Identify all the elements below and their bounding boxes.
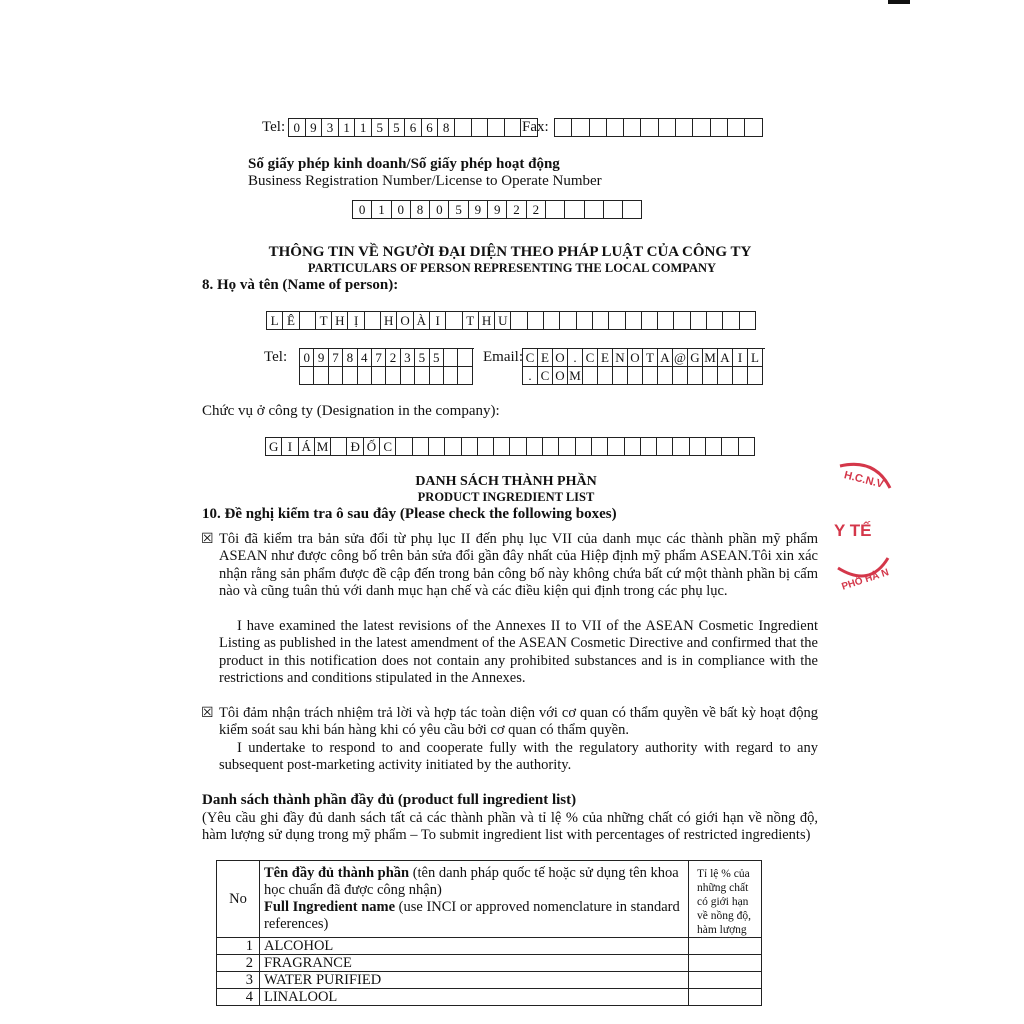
char-cell[interactable]: E: [538, 349, 553, 367]
char-cell[interactable]: 8: [438, 119, 455, 137]
char-cell[interactable]: 0: [430, 201, 449, 219]
char-cell[interactable]: [623, 201, 642, 219]
char-cell[interactable]: C: [380, 438, 396, 456]
checkbox1-text-en: I have examined the latest revisions of the Annexes II to VII of the ASEAN Cosmetic Ingredient Listing as published in the latest amendment of the ASEAN Cosmetic Directive and confirmed that the product in this notification does not contain any prohibited substances and is in compliance with the restrictions and conditions stipulated in the Annexes.: [219, 618, 818, 686]
char-cell[interactable]: [396, 438, 412, 456]
char-cell[interactable]: [607, 119, 624, 137]
cell-name: FRAGRANCE: [260, 955, 689, 972]
char-cell[interactable]: C: [538, 367, 553, 385]
representative-heading-vi: THÔNG TIN VỀ NGƯỜI ĐẠI DIỆN THEO PHÁP LUẬT CỦA CÔNG TY: [268, 244, 752, 260]
char-cell[interactable]: C: [583, 349, 598, 367]
char-cell[interactable]: [733, 367, 748, 385]
char-cell[interactable]: Đ: [347, 438, 363, 456]
char-cell[interactable]: [739, 438, 755, 456]
char-cell[interactable]: [510, 438, 526, 456]
char-cell[interactable]: [343, 367, 357, 385]
char-cell[interactable]: [641, 119, 658, 137]
char-cell[interactable]: [358, 367, 372, 385]
char-cell[interactable]: [314, 367, 328, 385]
char-cell[interactable]: [528, 312, 544, 330]
char-cell[interactable]: 8: [343, 349, 357, 367]
char-cell[interactable]: [372, 367, 386, 385]
char-cell[interactable]: [511, 312, 527, 330]
char-cell[interactable]: [413, 438, 429, 456]
char-cell[interactable]: [598, 367, 613, 385]
col-header-name: [260, 861, 689, 938]
char-cell[interactable]: 2: [527, 201, 546, 219]
char-cell[interactable]: [555, 119, 572, 137]
company-tel-label: Tel:: [262, 119, 286, 135]
cell-pct: [689, 955, 762, 972]
table-header-row: [217, 861, 762, 938]
char-cell[interactable]: [590, 119, 607, 137]
license-title-en: Business Registration Number/License to Operate Number: [248, 173, 602, 189]
char-cell[interactable]: [592, 438, 608, 456]
char-cell[interactable]: I: [430, 312, 446, 330]
col-header-pct: Tỉ lệ % của những chất có giới hạn về nồng độ, hàm lượng: [689, 861, 762, 938]
ingredient-heading-vi: DANH SÁCH THÀNH PHẦN: [415, 474, 597, 489]
char-cell[interactable]: [585, 201, 604, 219]
char-cell[interactable]: O: [553, 349, 568, 367]
char-cell[interactable]: N: [613, 349, 628, 367]
full-list-note: (Yêu cầu ghi đầy đủ danh sách tất cả các thành phần và tỉ lệ % của những chất có giới hạn về nồng độ, hàm lượng sử dụng trong mỹ phẩm – To submit ingredient list with percentages of restricted ingredients): [202, 810, 818, 844]
char-cell[interactable]: [608, 438, 624, 456]
char-cell[interactable]: [527, 438, 543, 456]
char-cell[interactable]: L: [748, 349, 763, 367]
char-cell[interactable]: 5: [449, 201, 468, 219]
char-cell[interactable]: I: [282, 438, 298, 456]
license-number-grid[interactable]: [352, 200, 642, 219]
cell-no: 1: [217, 938, 260, 955]
char-cell[interactable]: 9: [488, 201, 507, 219]
official-stamp: [830, 458, 920, 608]
stamp-line2: Y TẾ: [834, 521, 872, 540]
char-cell[interactable]: [707, 312, 723, 330]
cell-pct: [689, 938, 762, 955]
char-cell[interactable]: L: [267, 312, 283, 330]
char-cell[interactable]: [488, 119, 505, 137]
designation-grid[interactable]: [265, 437, 755, 456]
char-cell[interactable]: [706, 438, 722, 456]
char-cell[interactable]: 9: [306, 119, 323, 137]
table-row: [217, 972, 762, 989]
char-cell[interactable]: 5: [415, 349, 429, 367]
char-cell[interactable]: [445, 438, 461, 456]
checked-box-icon[interactable]: ☒: [201, 532, 214, 547]
table-row: [217, 938, 762, 955]
char-cell[interactable]: [505, 119, 522, 137]
char-cell[interactable]: .: [568, 349, 583, 367]
char-cell[interactable]: 0: [300, 349, 314, 367]
char-cell[interactable]: H: [381, 312, 397, 330]
char-cell[interactable]: [444, 349, 458, 367]
char-cell[interactable]: [565, 201, 584, 219]
char-cell[interactable]: 1: [355, 119, 372, 137]
representative-heading-en: PARTICULARS OF PERSON REPRESENTING THE LOCAL COMPANY: [307, 261, 717, 275]
char-cell[interactable]: U: [495, 312, 511, 330]
char-cell[interactable]: [688, 367, 703, 385]
checkbox2-text-vi: Tôi đảm nhận trách nhiệm trả lời và hợp tác toàn diện với cơ quan có thẩm quyền về bất kỳ hoạt động kiểm soát sau khi bán hàng khi có yêu cầu bởi cơ quan có thẩm quyền.: [219, 705, 818, 739]
ingredient-table: [216, 860, 762, 1006]
char-cell[interactable]: [642, 312, 658, 330]
char-cell[interactable]: [544, 312, 560, 330]
char-cell[interactable]: [711, 119, 728, 137]
char-cell[interactable]: 6: [405, 119, 422, 137]
char-cell[interactable]: O: [628, 349, 643, 367]
checkbox2-text-en: I undertake to respond to and cooperate fully with the regulatory authority with regard to any subsequent post-marketing activity initiated by the authority.: [219, 740, 818, 774]
full-list-title: Danh sách thành phần đầy đủ (product full ingredient list): [202, 792, 577, 808]
char-cell[interactable]: [583, 367, 598, 385]
char-cell[interactable]: [691, 312, 707, 330]
check-boxes-label: 10. Đề nghị kiểm tra ô sau đây (Please check the following boxes): [202, 506, 617, 522]
char-cell[interactable]: [676, 119, 693, 137]
char-cell[interactable]: [559, 438, 575, 456]
char-cell[interactable]: 4: [358, 349, 372, 367]
char-cell[interactable]: [609, 312, 625, 330]
char-cell[interactable]: [329, 367, 343, 385]
char-cell[interactable]: T: [316, 312, 332, 330]
col-header-name-vi-rest: (tên danh pháp quốc tế hoặc sử dụng tên khoa học chuẩn đã được công nhận): [264, 865, 679, 898]
char-cell[interactable]: [625, 438, 641, 456]
char-cell[interactable]: G: [266, 438, 282, 456]
char-cell[interactable]: [628, 367, 643, 385]
char-cell[interactable]: [478, 438, 494, 456]
char-cell[interactable]: [577, 312, 593, 330]
char-cell[interactable]: [458, 367, 472, 385]
cell-name: ALCOHOL: [260, 938, 689, 955]
char-cell[interactable]: [458, 349, 472, 367]
char-cell[interactable]: 5: [372, 119, 389, 137]
char-cell[interactable]: [386, 367, 400, 385]
table-row: [217, 955, 762, 972]
char-cell[interactable]: [472, 119, 489, 137]
cell-no: 3: [217, 972, 260, 989]
col-header-name-en-rest: (use INCI or approved nomenclature in standard references): [264, 899, 680, 932]
char-cell[interactable]: [624, 119, 641, 137]
char-cell[interactable]: T: [643, 349, 658, 367]
table-row: [217, 989, 762, 1006]
company-fax-label: Fax:: [522, 119, 549, 135]
company-tel-grid[interactable]: [288, 118, 538, 137]
char-cell[interactable]: [430, 367, 444, 385]
char-cell[interactable]: 1: [339, 119, 356, 137]
person-name-label: 8. Họ và tên (Name of person):: [202, 277, 399, 293]
char-cell[interactable]: 0: [392, 201, 411, 219]
person-tel-grid[interactable]: [299, 348, 474, 385]
char-cell[interactable]: [703, 367, 718, 385]
char-cell[interactable]: H: [332, 312, 348, 330]
char-cell[interactable]: [429, 438, 445, 456]
char-cell[interactable]: [626, 312, 642, 330]
char-cell[interactable]: @: [673, 349, 688, 367]
char-cell[interactable]: [593, 312, 609, 330]
char-cell[interactable]: [444, 367, 458, 385]
designation-label: Chức vụ ở công ty (Designation in the company):: [202, 403, 500, 419]
char-cell[interactable]: [745, 119, 762, 137]
char-cell[interactable]: 0: [289, 119, 306, 137]
col-header-name-en-bold: Full Ingredient name: [264, 899, 396, 915]
char-cell[interactable]: [718, 367, 733, 385]
char-cell[interactable]: 7: [372, 349, 386, 367]
char-cell[interactable]: [748, 367, 763, 385]
char-cell[interactable]: 5: [430, 349, 444, 367]
char-cell[interactable]: [658, 312, 674, 330]
char-cell[interactable]: 0: [353, 201, 372, 219]
char-cell[interactable]: 3: [401, 349, 415, 367]
char-cell[interactable]: [673, 367, 688, 385]
cell-no: 2: [217, 955, 260, 972]
char-cell[interactable]: [572, 119, 589, 137]
char-cell[interactable]: 5: [389, 119, 406, 137]
char-cell[interactable]: À: [414, 312, 430, 330]
char-cell[interactable]: [740, 312, 756, 330]
char-cell[interactable]: [674, 312, 690, 330]
char-cell[interactable]: Á: [299, 438, 315, 456]
char-cell[interactable]: T: [463, 312, 479, 330]
char-cell[interactable]: Ị: [348, 312, 364, 330]
char-cell[interactable]: [690, 438, 706, 456]
char-cell[interactable]: [300, 312, 316, 330]
char-cell[interactable]: [641, 438, 657, 456]
cell-pct: [689, 989, 762, 1006]
char-cell[interactable]: Ố: [364, 438, 380, 456]
char-cell[interactable]: 3: [322, 119, 339, 137]
char-cell[interactable]: Ê: [283, 312, 299, 330]
char-cell[interactable]: G: [688, 349, 703, 367]
char-cell[interactable]: [643, 367, 658, 385]
cell-pct: [689, 972, 762, 989]
char-cell[interactable]: [657, 438, 673, 456]
char-cell[interactable]: [494, 438, 510, 456]
char-cell[interactable]: [446, 312, 462, 330]
person-email-grid[interactable]: [522, 348, 765, 385]
char-cell[interactable]: [365, 312, 381, 330]
char-cell[interactable]: 8: [411, 201, 430, 219]
checked-box-icon[interactable]: ☒: [201, 706, 214, 721]
stamp-line3: PHỐ HÀ N: [840, 567, 891, 593]
char-cell[interactable]: 6: [422, 119, 439, 137]
char-cell[interactable]: [401, 367, 415, 385]
char-cell[interactable]: E: [598, 349, 613, 367]
char-cell[interactable]: A: [718, 349, 733, 367]
char-cell[interactable]: [659, 119, 676, 137]
char-cell[interactable]: 2: [386, 349, 400, 367]
char-cell[interactable]: C: [523, 349, 538, 367]
cell-no: 4: [217, 989, 260, 1006]
char-cell[interactable]: O: [397, 312, 413, 330]
checkbox1-text-vi: Tôi đã kiểm tra bản sửa đổi từ phụ lục II đến phụ lục VII của danh mục các thành phần mỹ phẩm ASEAN như được công bố trên bản sửa đổi gần đây nhất của Hiệp định mỹ phẩm ASEAN.Tôi xin xác nhận rằng sản phẩm được đề cập đến trong bản công bố này không chứa bất cứ một thành phần bị cấm nào và cũng tuân thủ với danh mục hạn chế và các điều kiện qui định trong các phụ lục.: [219, 531, 818, 599]
ingredient-heading-en: PRODUCT INGREDIENT LIST: [417, 490, 595, 504]
person-tel-label: Tel:: [264, 349, 288, 365]
char-cell[interactable]: 2: [507, 201, 526, 219]
cell-name: WATER PURIFIED: [260, 972, 689, 989]
char-cell[interactable]: 9: [469, 201, 488, 219]
license-title-vi: Số giấy phép kinh doanh/Số giấy phép hoạt động: [248, 156, 560, 172]
char-cell[interactable]: [658, 367, 673, 385]
char-cell[interactable]: 1: [372, 201, 391, 219]
person-name-grid[interactable]: [266, 311, 756, 330]
char-cell[interactable]: [331, 438, 347, 456]
char-cell[interactable]: M: [568, 367, 583, 385]
char-cell[interactable]: [723, 312, 739, 330]
char-cell[interactable]: [673, 438, 689, 456]
char-cell[interactable]: [722, 438, 738, 456]
stamp-line1: H.C.N.V: [842, 469, 885, 491]
char-cell[interactable]: M: [703, 349, 718, 367]
person-email-label: Email:: [483, 349, 523, 365]
char-cell[interactable]: [728, 119, 745, 137]
char-cell[interactable]: [546, 201, 565, 219]
col-header-no: No: [217, 861, 260, 938]
char-cell[interactable]: [613, 367, 628, 385]
char-cell[interactable]: H: [479, 312, 495, 330]
char-cell[interactable]: [455, 119, 472, 137]
cell-name: LINALOOL: [260, 989, 689, 1006]
char-cell[interactable]: .: [523, 367, 538, 385]
char-cell[interactable]: [543, 438, 559, 456]
corner-mark: [888, 0, 910, 4]
char-cell[interactable]: [560, 312, 576, 330]
char-cell[interactable]: [462, 438, 478, 456]
char-cell[interactable]: [693, 119, 710, 137]
char-cell[interactable]: M: [315, 438, 331, 456]
char-cell[interactable]: [604, 201, 623, 219]
char-cell[interactable]: [415, 367, 429, 385]
char-cell[interactable]: [576, 438, 592, 456]
col-header-name-vi-bold: Tên đầy đủ thành phần: [264, 865, 410, 881]
char-cell[interactable]: [300, 367, 314, 385]
char-cell[interactable]: A: [658, 349, 673, 367]
company-fax-grid[interactable]: [554, 118, 763, 137]
char-cell[interactable]: 7: [329, 349, 343, 367]
char-cell[interactable]: O: [553, 367, 568, 385]
char-cell[interactable]: I: [733, 349, 748, 367]
char-cell[interactable]: 9: [314, 349, 328, 367]
